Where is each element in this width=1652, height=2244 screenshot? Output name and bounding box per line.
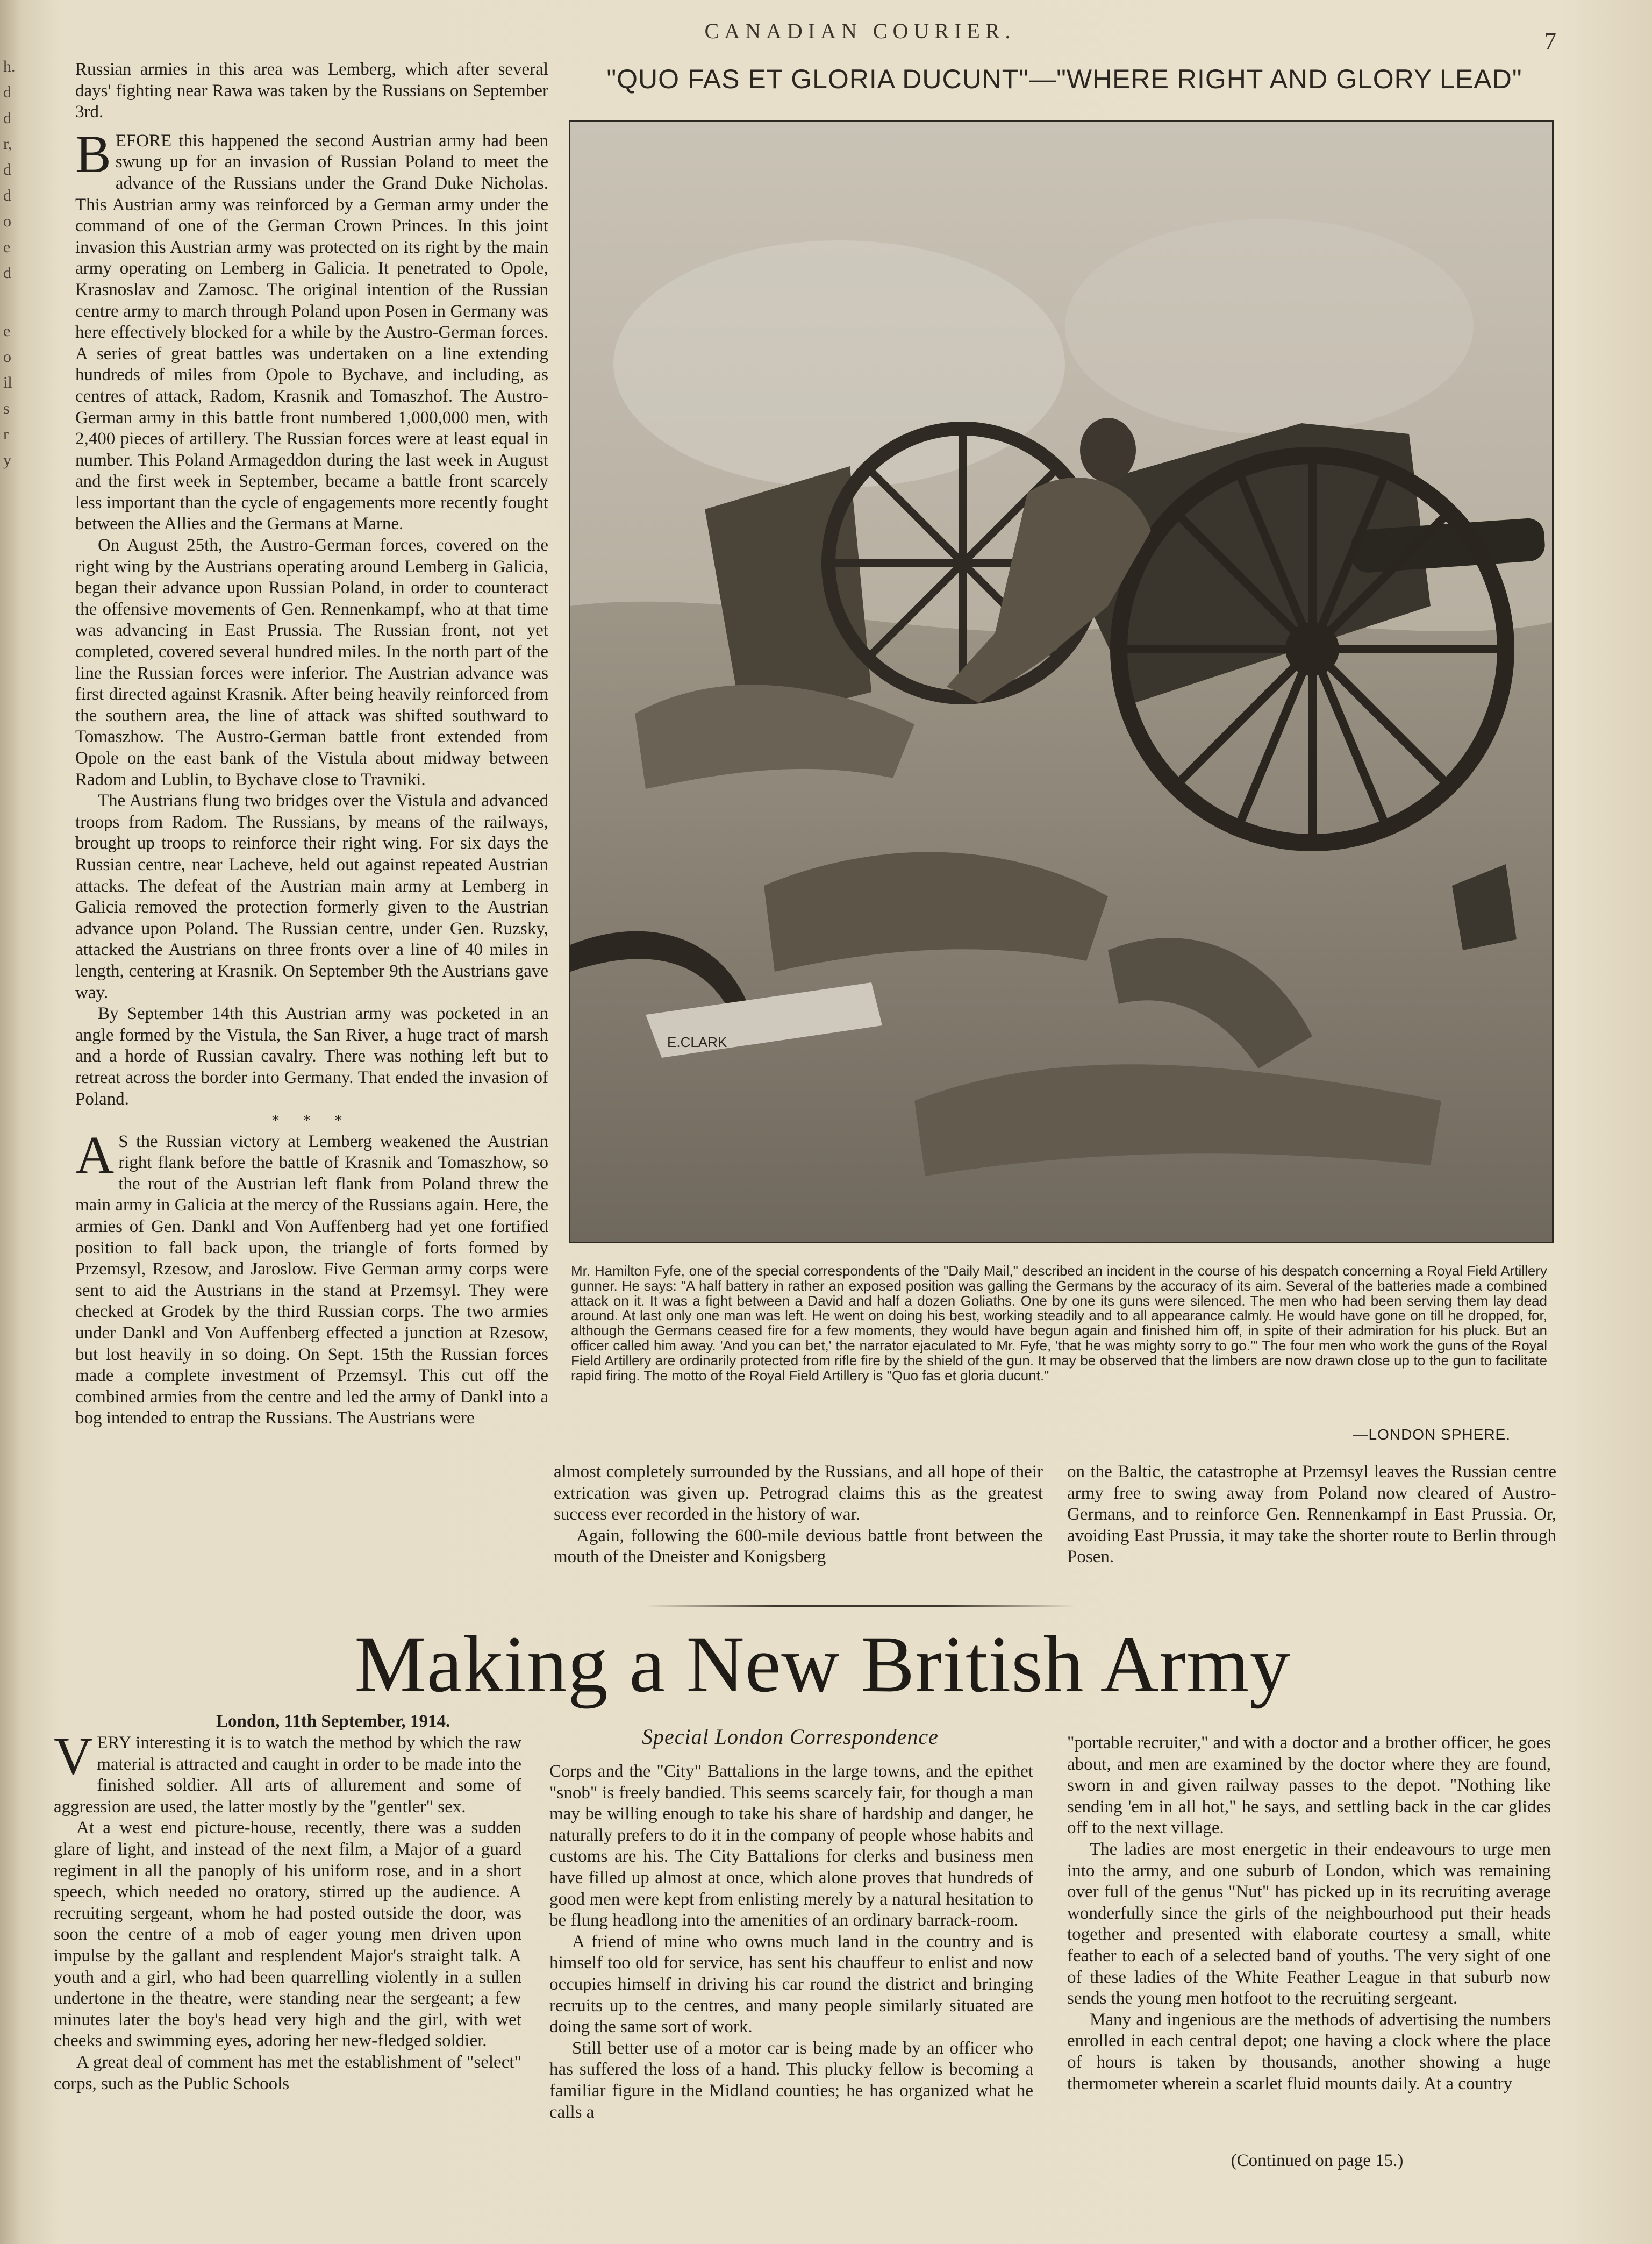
paragraph <box>75 1124 548 1429</box>
paragraph: On August 25th, the Austro-German forces, covered on the right wing by the Austrians operating around Lemberg in Galicia, began their advance upon Russian Poland, in order to counteract the offensive movements of Gen. Rennenkampf, who at that time was advancing in East Prussia. The Russian front, not yet completed, covered several hundred miles. In the north part of the line the Russian forces were inferior. The Austrian advance was first directed against Krasnik. After being heavily reinforced from the southern area, the line of attack was shifted southward to Tomaszhow. The Austro-German battle front extended from Opole on the east bank of the Vistula about midway between Radom and Lublin, to Bychave close to Travniki. <box>75 536 548 789</box>
edge-letter: r, <box>3 135 12 153</box>
paragraph: Corps and the "City" Battalions in the large towns, and the epithet "snob" is freely bandied. This seems scarcely fair, for though a man may be willing enough to take his share of hardship and danger, he naturally prefers to do it in the company of people whose habits and customs are his. The City Battalions for clerks and business men have filled up almost at once, which alone proves that hundreds of good men were kept from enlisting merely by a natural hesitation to be flung headlong into the amenities of an ordinary barrack-room. <box>549 1762 1033 1930</box>
paragraph: on the Baltic, the catastrophe at Przemsyl leaves the Russian centre army free to swing away from Poland now cleared of Austro-Germans, and to reinforce Gen. Rennenkampf in East Prussia. Or, avoiding East Prussia, it may take the shorter route to Berlin through Posen. <box>1067 1462 1556 1567</box>
paragraph: Russian armies in this area was Lemberg, which after several days' fighting near Rawa was taken by the Russians on September 3rd. <box>75 60 548 122</box>
paragraph: Many and ingenious are the methods of advertising the numbers enrolled in each central depot; one having a clock where the place of hours is taken by thousands, another showing a huge thermometer wherein a scarlet fluid mounts daily. At a country <box>1067 2010 1551 2093</box>
drop-cap: B <box>75 124 111 184</box>
page-number: 7 <box>1544 27 1556 55</box>
paragraph-text: ERY interesting it is to watch the method by which the raw material is attracted and caught in order to be made into the finished soldier. All arts of allurement and some of aggression are used, the latter mostly by the "gentler" sex. <box>54 1733 521 1816</box>
edge-letter: e <box>3 322 11 340</box>
drop-cap: A <box>75 1124 115 1185</box>
facing-page-edge <box>3 54 19 473</box>
article-subhead: Special London Correspondence <box>642 1725 939 1749</box>
section-dinkus: * * * <box>271 1112 352 1130</box>
illustration-heading: "QUO FAS ET GLORIA DUCUNT"—"WHERE RIGHT AND GLORY LEAD" <box>606 64 1522 94</box>
edge-letter: r <box>3 425 9 443</box>
paragraph <box>75 124 548 535</box>
paragraph: The Austrians flung two bridges over the Vistula and advanced troops from Radom. The Russians, by means of the railways, brought up troops to reinforce their right wing. For six days the Russian centre, near Lacheve, held out against repeated Austrian attacks. The defeat of the Austrian main army at Lemberg in Galicia removed the protection formerly given to the Austrian advance upon Poland. The Russian centre, under Gen. Ruzsky, attacked the Austrians on three fronts over a line of 40 miles in length, centering at Krasnik. On September 9th the Austrians gave way. <box>75 791 548 1002</box>
war-article-column-2 <box>554 1462 1043 1568</box>
edge-letter: s <box>3 400 10 417</box>
illustration-caption: Mr. Hamilton Fyfe, one of the special correspondents of the "Daily Mail," described an incident in the course of his despatch concerning a Royal Field Artillery gunner. He says: "A half battery in rather an exposed position was galling the Germans by the accuracy of its aim. Several of the batteries made a combined attack on it. It was a fight between a David and half a dozen Goliaths. One by one its guns were silenced. The men who had been serving them lay dead around. At last only one man was left. He went on doing his best, working steadily and to all appearance calmly. He would have gone on till he dropped, for, although the Germans ceased fire for a few moments, they would have begun again and finished him off, in spite of their admiration for his pluck. But an officer called him away. 'And you can bet,' the narrator ejaculated to Mr. Fyfe, 'that he was mighty sorry to go.'" The four men who work the guns of the Royal Field Artillery are ordinarily protected from rifle fire by the shield of the gun. It may be observed that the limbers are now drawn close up to the gun to facilitate rapid firing. The motto of the Royal Field Artillery is "Quo fas et gloria ducunt." <box>571 1263 1547 1384</box>
war-article-column-3 <box>1067 1462 1556 1568</box>
article-dateline: London, 11th September, 1914. <box>216 1712 450 1731</box>
running-head: CANADIAN COURIER. <box>704 19 1016 43</box>
paragraph: Again, following the 600-mile devious battle front between the mouth of the Dneister and Konigsberg <box>554 1526 1043 1567</box>
section-rule <box>645 1605 1075 1607</box>
artist-signature: E.CLARK <box>667 1034 727 1050</box>
caption-credit: —LONDON SPHERE. <box>1353 1426 1511 1443</box>
edge-letter: d <box>3 264 11 282</box>
paragraph: The ladies are most energetic in their endeavours to urge men into the army, and one suburb of London, which was remaining over full of the genus "Nut" has picked up in its recruiting average wonderfully since the girls of the neighbourhood put their heads together and presented with elaborate courtesy a small, white feather to each of a selected band of youths. The very sight of one of these ladies of the White Feather League in that suburb now sends the young men hotfoot to the recruiting sergeant. <box>1067 1839 1551 2008</box>
edge-letter: d <box>3 187 11 204</box>
paragraph: almost completely surrounded by the Russians, and all hope of their extrication was given up. Petrograd claims this as the greatest success ever recorded in the history of war. <box>554 1462 1043 1525</box>
edge-letter: d <box>3 83 11 101</box>
edge-letter: y <box>3 451 11 469</box>
edge-letter: d <box>3 109 11 127</box>
artillery-scene-drawing <box>570 122 1552 1242</box>
war-article-column-1 <box>75 59 548 1429</box>
article-headline: Making a New British Army <box>354 1620 1291 1709</box>
edge-letter: o <box>3 348 11 366</box>
paragraph: A friend of mine who owns much land in the country and is himself too old for service, has sent his chauffeur to enlist and now occupies himself in driving his car round the district and bringing recruits up to the centres, and many people similarly situated are doing the same sort of work. <box>549 1932 1033 2037</box>
army-article-column-3 <box>1067 1733 1551 2095</box>
paragraph-text: S the Russian victory at Lemberg weakened the Austrian right flank before the battle of Krasnik and Tomaszhow, so the rout of the Austrian left flank from Poland threw the main army in Galicia at the mercy of the Russians again. Here, the armies of Gen. Dankl and Von Auffenberg had yet one fortified position to fall back upon, the triangle of forts formed by Przemsyl, Rzesow, and Jaroslow. Five German army corps were sent to aid the Austrians in the stand at Przemsyl. They were checked at Grodek by the third Russian corps. The two armies under Dankl and Von Auffenberg effected a junction at Rzesow, but lost heavily in so doing. On Sept. 15th the Russian forces made a complete investment of Przemsyl. This cut off the combined armies from the centre and led the army of Dankl into a bog intended to entrap the Russians. The Austrians were <box>75 1131 548 1428</box>
edge-letter: d <box>3 161 11 179</box>
edge-letter: e <box>3 238 11 256</box>
paragraph: "portable recruiter," and with a doctor and a brother officer, he goes about, and men are examined by the doctor where they are found, sworn in and given railway passes to the depot. "Nothing like sending 'em in all hot," he says, and settling back in the car glides off to the next village. <box>1067 1733 1551 1838</box>
paragraph: By September 14th this Austrian army was pocketed in an angle formed by the Vistula, the San River, a huge tract of marsh and a horde of Russian cavalry. There was nothing left but to retreat across the border into Germany. That ended the invasion of Poland. <box>75 1004 548 1109</box>
army-article-column-1 <box>54 1726 521 2095</box>
paragraph <box>54 1726 521 1818</box>
continued-note: (Continued on page 15.) <box>1231 2151 1404 2170</box>
army-article-column-2 <box>549 1761 1033 2123</box>
edge-letter: il <box>3 374 12 391</box>
edge-letter: h. <box>3 58 16 75</box>
paragraph-text: EFORE this happened the second Austrian army had been swung up for an invasion of Russian Poland to meet the advance of the Russians under the Grand Duke Nicholas. This Austrian army was reinforced by a German army under the command of one of the German Crown Princes. In this joint invasion this Austrian army was protected on its right by the main army operating on Lemberg in Galicia. It penetrated to Opole, Krasnoslav and Zamosc. The original intention of the Russian centre army to march through Poland upon Posen in Germany was here effectively blocked for a while by the Austro-German forces. A series of great battles was undertaken on a line extending hundreds of miles from Opole to Bychave, and including, as centres of attack, Radom, Krasnik and Tomaszhof. The Austro-German army in this battle front numbered 1,000,000 men, with 2,400 pieces of artillery. The Russian forces were at least equal in number. This Poland Armageddon during the last week in August and the first week in September, became a battle front scarcely less important than the cycle of engagements more recently fought between the Allies and the Germans at Marne. <box>75 131 548 534</box>
paragraph: Still better use of a motor car is being made by an officer who has suffered the loss of a hand. This plucky fellow is becoming a familiar figure in the Midland counties; he has organized what he calls a <box>549 2038 1033 2122</box>
drop-cap: V <box>54 1726 93 1786</box>
battle-illustration <box>569 120 1554 1243</box>
edge-letter: o <box>3 212 11 230</box>
paragraph: At a west end picture-house, recently, there was a sudden glare of light, and instead of the next film, a Major of a guard regiment in all the panoply of his uniform rose, and in a short speech, which needed no oratory, stirred up the audience. A recruiting sergeant, whom he had posted outside the door, was soon the centre of a mob of eager young men driven upon impulse by the gallant and resplendent Major's straight talk. A youth and a girl, who had been quarrelling violently in a sullen undertone in the theatre, were standing near the sergeant; a few minutes later the boy's head very high and the girl, with wet cheeks and swimming eyes, adoring her new-fledged soldier. <box>54 1818 521 2051</box>
paragraph: A great deal of comment has met the establishment of "select" corps, such as the Public Schools <box>54 2052 521 2093</box>
